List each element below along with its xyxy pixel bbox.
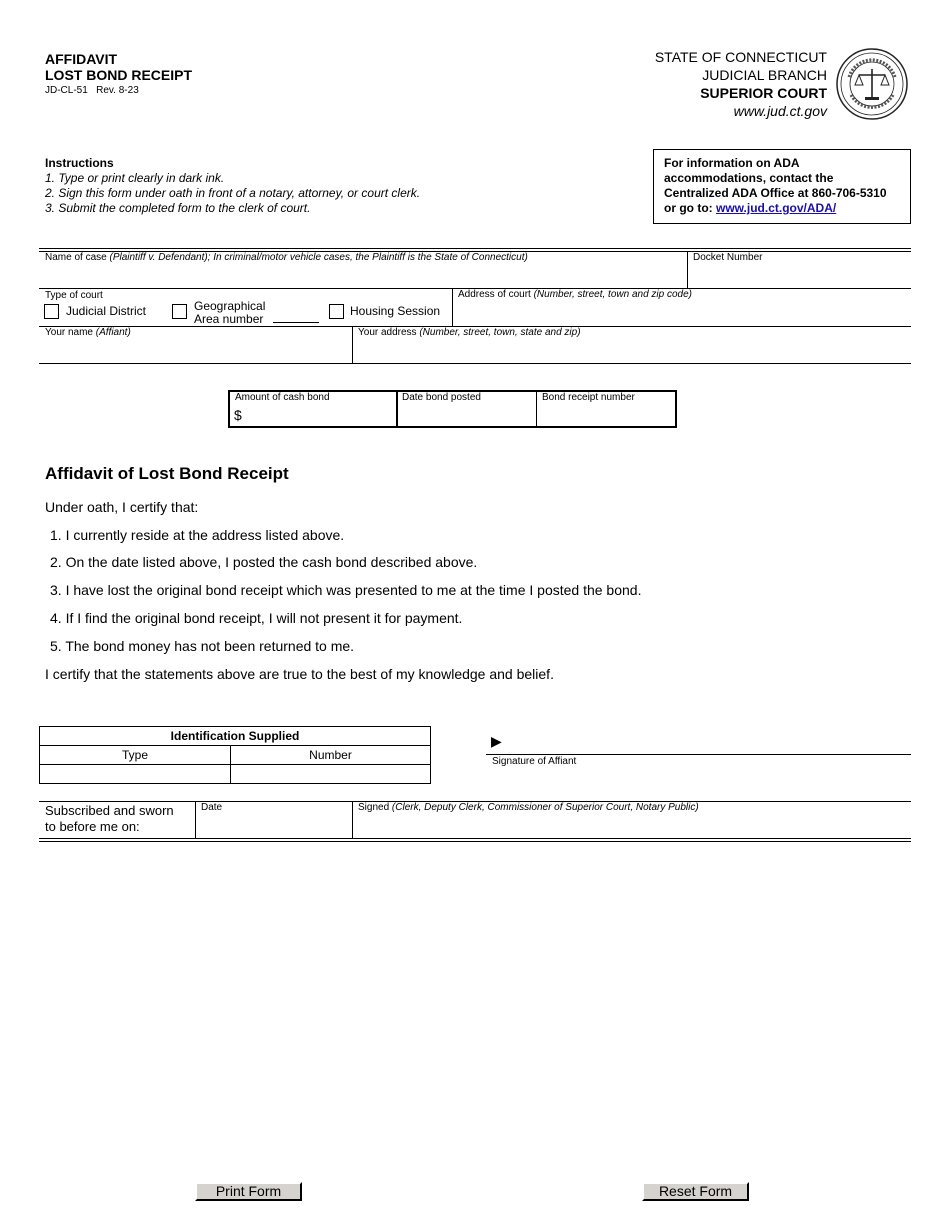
ada-link[interactable]: www.jud.ct.gov/ADA/ bbox=[715, 201, 837, 215]
court-name: SUPERIOR COURT bbox=[700, 85, 827, 101]
ada-info-box bbox=[653, 149, 911, 224]
signed-field[interactable] bbox=[353, 814, 910, 838]
affidavit-intro: Under oath, I certify that: bbox=[45, 499, 199, 515]
geographical-area-checkbox[interactable] bbox=[172, 304, 187, 319]
reset-form-button[interactable]: Reset Form bbox=[642, 1182, 749, 1201]
divider bbox=[39, 363, 911, 364]
form-number-code: JD-CL-51 bbox=[45, 85, 88, 96]
website: www.jud.ct.gov bbox=[733, 103, 827, 119]
ada-line: For information on ADA bbox=[664, 156, 800, 170]
form-revision: Rev. 8-23 bbox=[96, 85, 139, 96]
divider bbox=[39, 841, 911, 842]
signature-line bbox=[486, 754, 911, 755]
signed-label-text: Signed bbox=[358, 802, 390, 813]
signed-hint: (Clerk, Deputy Clerk, Commissioner of Superior Court, Notary Public) bbox=[391, 802, 699, 813]
your-name-field[interactable] bbox=[39, 339, 352, 363]
ada-line: Centralized ADA Office at 860-706-5310 bbox=[664, 186, 887, 200]
branch-name: JUDICIAL BRANCH bbox=[702, 67, 827, 83]
docket-number-field[interactable] bbox=[688, 264, 910, 288]
court-address-label-text: Address of court bbox=[458, 289, 531, 300]
your-address-field[interactable] bbox=[353, 339, 910, 363]
id-number-header: Number bbox=[231, 746, 431, 765]
ada-line: accommodations, contact the bbox=[664, 171, 834, 185]
identification-heading: Identification Supplied bbox=[40, 727, 431, 746]
form-number bbox=[45, 85, 139, 96]
area-number-field[interactable] bbox=[273, 322, 319, 323]
affidavit-statement: 5. The bond money has not been returned to me. bbox=[50, 638, 355, 654]
id-type-field[interactable] bbox=[40, 765, 231, 784]
geographical-area-label bbox=[194, 300, 265, 326]
instructions-heading: Instructions bbox=[45, 156, 114, 170]
instructions bbox=[45, 156, 420, 216]
receipt-number-label: Bond receipt number bbox=[542, 392, 635, 403]
judicial-district-label: Judicial District bbox=[66, 304, 147, 318]
affidavit-statement: 4. If I find the original bond receipt, I will not present it for payment. bbox=[50, 610, 463, 626]
state-name: STATE OF CONNECTICUT bbox=[654, 49, 827, 65]
geo-line2: Area number bbox=[194, 312, 264, 326]
case-name-label bbox=[45, 252, 528, 264]
sworn-line1: Subscribed and sworn bbox=[45, 803, 174, 818]
instruction-item: 1. Type or print clearly in dark ink. bbox=[45, 171, 225, 185]
instruction-item: 3. Submit the completed form to the clerk of court. bbox=[45, 201, 311, 215]
sworn-text bbox=[45, 803, 174, 835]
instruction-item: 2. Sign this form under oath in front of a notary, attorney, or court clerk. bbox=[45, 186, 421, 200]
your-address-hint: (Number, street, town, state and zip) bbox=[419, 327, 581, 338]
divider bbox=[39, 248, 911, 249]
affidavit-heading: Affidavit of Lost Bond Receipt bbox=[45, 464, 289, 483]
print-form-button[interactable]: Print Form bbox=[195, 1182, 302, 1201]
divider bbox=[536, 390, 537, 428]
sworn-date-field[interactable] bbox=[196, 814, 352, 838]
court-address-hint: (Number, street, town and zip code) bbox=[533, 289, 693, 300]
your-address-label-text: Your address bbox=[358, 327, 417, 338]
form-title-line1: AFFIDAVIT bbox=[45, 51, 118, 67]
state-seal-icon bbox=[835, 47, 909, 121]
court-header bbox=[655, 48, 827, 120]
affidavit-closing: I certify that the statements above are true to the best of my knowledge and belief. bbox=[45, 666, 554, 682]
receipt-number-field[interactable] bbox=[538, 405, 674, 425]
judicial-district-checkbox[interactable] bbox=[44, 304, 59, 319]
housing-session-checkbox[interactable] bbox=[329, 304, 344, 319]
signature-field[interactable] bbox=[486, 730, 911, 754]
ada-line bbox=[664, 201, 900, 216]
geo-line1: Geographical bbox=[194, 299, 266, 313]
identification-table bbox=[39, 726, 431, 784]
divider bbox=[396, 390, 398, 428]
date-posted-field[interactable] bbox=[399, 405, 535, 425]
court-type-label: Type of court bbox=[45, 290, 103, 301]
form-title-line2: LOST BOND RECEIPT bbox=[45, 67, 193, 83]
bond-amount-field[interactable] bbox=[246, 405, 394, 425]
your-name-label-text: Your name bbox=[45, 327, 93, 338]
case-name-hint: (Plaintiff v. Defendant); In criminal/motor vehicle cases, the Plaintiff is the State of Connecticut) bbox=[109, 252, 528, 263]
ada-prefix: or go to: bbox=[664, 201, 716, 215]
dollar-sign: $ bbox=[234, 407, 242, 423]
affidavit-statement: 2. On the date listed above, I posted the cash bond described above. bbox=[50, 554, 478, 570]
case-name-field[interactable] bbox=[39, 264, 687, 288]
your-address-label bbox=[358, 327, 581, 339]
court-address-field[interactable] bbox=[453, 301, 910, 326]
docket-number-label: Docket Number bbox=[693, 252, 763, 263]
court-address-label bbox=[458, 289, 692, 301]
signature-arrow-icon: ▶ bbox=[491, 733, 502, 749]
your-name-hint: (Affiant) bbox=[95, 327, 131, 338]
date-posted-label: Date bond posted bbox=[402, 392, 481, 403]
sworn-line2: to before me on: bbox=[45, 819, 140, 834]
case-name-label-text: Name of case bbox=[45, 252, 107, 263]
bond-amount-label: Amount of cash bond bbox=[235, 392, 330, 403]
affidavit-statement: 3. I have lost the original bond receipt which was presented to me at the time I posted the bond. bbox=[50, 582, 642, 598]
signed-label bbox=[358, 802, 699, 814]
signature-label: Signature of Affiant bbox=[492, 756, 577, 767]
divider bbox=[39, 838, 911, 839]
id-type-header: Type bbox=[40, 746, 231, 765]
sworn-date-label: Date bbox=[201, 802, 223, 813]
your-name-label bbox=[45, 327, 131, 339]
id-number-field[interactable] bbox=[231, 765, 431, 784]
affidavit-statement: 1. I currently reside at the address listed above. bbox=[50, 527, 345, 543]
housing-session-label: Housing Session bbox=[350, 304, 441, 318]
